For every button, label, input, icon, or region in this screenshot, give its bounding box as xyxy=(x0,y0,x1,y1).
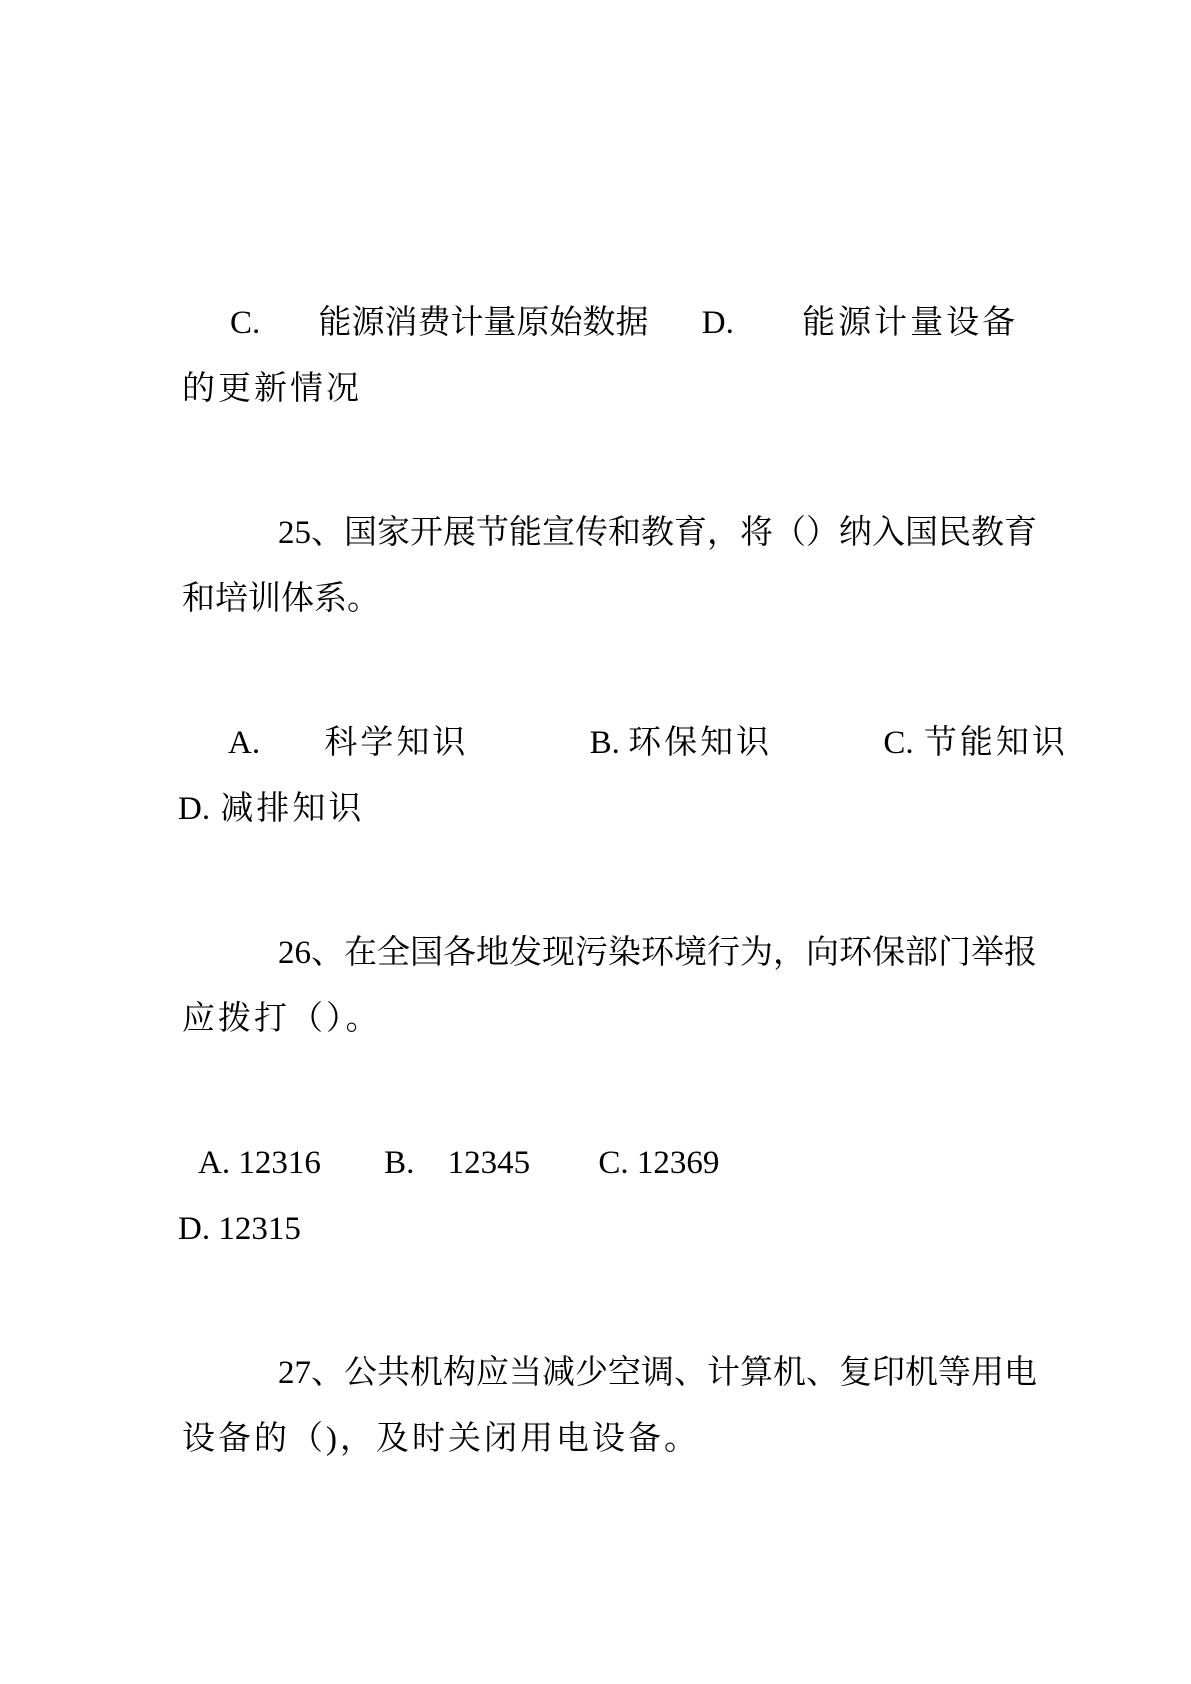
question-25-stem-line-2 xyxy=(178,566,1017,632)
question-26-option-d-text: 12315 xyxy=(218,1211,301,1247)
question-25-option-d-text: 减排知识 xyxy=(220,791,365,827)
question-26-stem-text-2: 应拨打（）。 xyxy=(182,1001,382,1037)
question-26-option-a-text: 12316 xyxy=(238,1145,321,1181)
question-27-stem-block xyxy=(178,1340,1037,1472)
question-26-options-line-1 xyxy=(178,1130,1017,1196)
prev-question-options-block xyxy=(178,290,1017,422)
question-25-options-block xyxy=(178,710,1068,842)
question-25-stem-text-1: 25、国家开展节能宣传和教育，将（）纳入国民教育 xyxy=(278,515,1037,551)
question-25-option-a-label: A. xyxy=(228,725,261,761)
question-25-option-a-text: 科学知识 xyxy=(324,725,469,761)
question-26-stem-line-1 xyxy=(178,920,1037,986)
prev-options-line-1 xyxy=(178,290,1017,356)
question-26-stem-line-2 xyxy=(178,986,1017,1052)
question-26-option-c-label: C. xyxy=(598,1145,629,1181)
prev-options-line-2 xyxy=(178,356,1017,422)
question-25-option-c-text: 节能知识 xyxy=(923,725,1068,761)
question-25-option-b-text: 环保知识 xyxy=(628,725,773,761)
question-25-option-d-label: D. xyxy=(178,791,211,827)
question-27-stem-line-1 xyxy=(178,1340,1037,1406)
question-25-stem-line-1 xyxy=(178,500,1037,566)
question-25-option-c-label: C. xyxy=(883,725,914,761)
question-27-stem-line-2 xyxy=(178,1406,1017,1472)
question-25-options-line-1 xyxy=(178,710,1068,776)
question-27-stem-text-2: 设备的（)，及时关闭用电设备。 xyxy=(182,1421,700,1457)
question-26-options-line-2 xyxy=(178,1196,1017,1262)
question-26-option-c-text: 12369 xyxy=(636,1145,720,1181)
question-25-option-b-label: B. xyxy=(589,725,620,761)
question-25-stem-block xyxy=(178,500,1037,632)
question-27-stem-text-1: 27、公共机构应当减少空调、计算机、复印机等用电 xyxy=(278,1355,1037,1391)
question-26-stem-text-1: 26、在全国各地发现污染环境行为，向环保部门举报 xyxy=(278,935,1037,971)
prev-option-d-label: D. xyxy=(701,305,734,341)
question-26-option-b-label: B. xyxy=(384,1145,415,1181)
question-26-option-a-label: A. xyxy=(198,1145,231,1181)
question-26-option-d-label: D. xyxy=(178,1211,211,1247)
question-26-option-b-text: 12345 xyxy=(447,1145,531,1181)
question-26-stem-block xyxy=(178,920,1037,1052)
question-25-options-line-2 xyxy=(178,776,1017,842)
prev-option-d-text: 能源计量设备 xyxy=(802,305,1019,341)
prev-option-d-text-wrap: 的更新情况 xyxy=(182,371,362,407)
question-26-options-block xyxy=(178,1130,1017,1262)
prev-option-c-label: C. xyxy=(230,305,261,341)
question-25-stem-text-2: 和培训体系。 xyxy=(182,581,380,617)
prev-option-c-text: 能源消费计量原始数据 xyxy=(318,305,649,341)
